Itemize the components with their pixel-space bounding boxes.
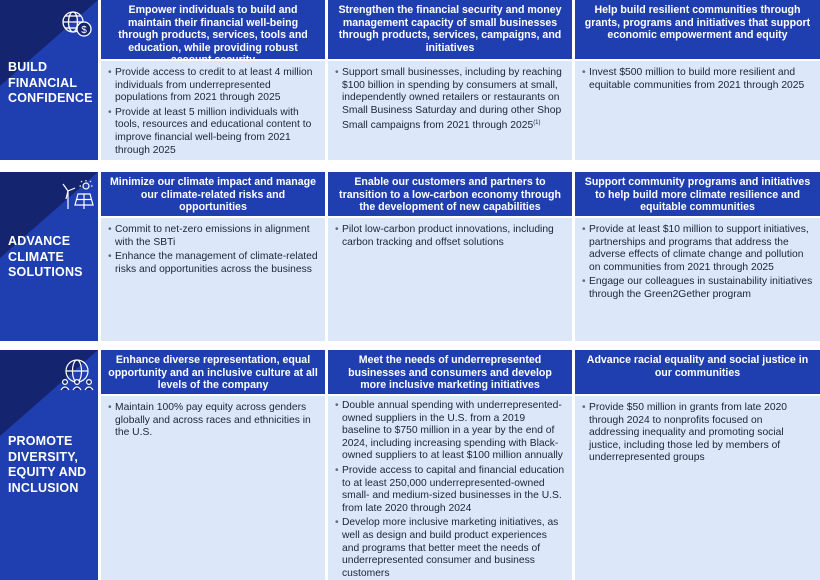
list-item: • Provide access to credit to at least 4 million individuals from underrepresented populations from 2021 through 2025 <box>109 67 319 105</box>
list-item: • Provide at least 5 million individuals with tools, resources and educational content to improve financial well-being from 2021 through 2025 <box>109 107 319 157</box>
column-body <box>328 396 572 580</box>
section-label-panel <box>0 172 98 341</box>
svg-text:$: $ <box>81 25 87 36</box>
column-heading: Enhance diverse representation, equal opportunity and an inclusive culture at all levels of the company <box>101 350 325 394</box>
wind-solar-icon <box>60 179 94 213</box>
column-heading: Support community programs and initiatives to help build more climate resilience and equitable communities <box>575 172 820 216</box>
section-title: PROMOTE DIVERSITY, EQUITY AND INCLUSION <box>8 434 87 495</box>
list-item: • Engage our colleagues in sustainability initiatives through the Green2Gether program <box>583 276 814 301</box>
column-body <box>328 61 572 160</box>
list-item: • Provide $50 million in grants from late 2020 through 2024 to nonprofits focused on addressing inequality and promoting social justice, including those led by members of underrepresented groups <box>583 402 814 465</box>
column-heading: Empower individuals to build and maintain their financial well-being through products, services, tools and education, while providing robust <box>101 0 325 59</box>
column-body <box>575 218 820 341</box>
column-heading: Enable our customers and partners to transition to a low-carbon economy through the development of new capabilities <box>328 172 572 216</box>
column-heading: Help build resilient communities through grants, programs and initiatives that support economic empowerment and equity <box>575 0 820 59</box>
column-heading: Advance racial equality and social justice in our communities <box>575 350 820 394</box>
section-label-panel <box>0 0 98 160</box>
list-item: • Invest $500 million to build more resilient and equitable communities from 2021 through 2025 <box>583 67 814 92</box>
globe-dollar-icon <box>60 7 94 41</box>
list-item: • Develop more inclusive marketing initiatives, as well as design and build product experiences and programs that better meet the needs of underrepresented consumer and business customers <box>336 517 566 580</box>
column-heading: Meet the needs of underrepresented businesses and consumers and develop more inclusive marketing initiatives <box>328 350 572 394</box>
column-body <box>101 61 325 160</box>
column-heading: Strengthen the financial security and money management capacity of small businesses through products, services, campaigns, and initiatives <box>328 0 572 59</box>
list-item: • Provide at least $10 million to support initiatives, partnerships and programs that address the adverse effects of climate change and pollution on communities from 2021 through 2025 <box>583 224 814 274</box>
section-promote-dei <box>0 350 820 580</box>
column-body <box>575 396 820 580</box>
list-item: • Commit to net-zero emissions in alignment with the SBTi <box>109 224 319 249</box>
column-body <box>101 396 325 580</box>
column-body <box>101 218 325 341</box>
list-item: • Pilot low-carbon product innovations, including carbon tracking and offset solutions <box>336 224 566 249</box>
column-heading: Minimize our climate impact and manage our climate-related risks and opportunities <box>101 172 325 216</box>
section-advance-climate-solutions <box>0 172 820 341</box>
list-item: • Maintain 100% pay equity across genders globally and across races and ethnicities in the U.S. <box>109 402 319 440</box>
section-title: ADVANCE CLIMATE SOLUTIONS <box>8 234 83 279</box>
section-build-financial-confidence <box>0 0 820 160</box>
column-body <box>575 61 820 160</box>
list-item: • Double annual spending with underrepresented-owned suppliers in the U.S. from a 2019 baseline to $750 million in a year by the end of 2024, including increasing spending with Black-owned suppliers to at least $100 million annually <box>336 400 566 463</box>
footnote-marker: (1) <box>533 120 541 127</box>
people-network-icon <box>60 357 94 391</box>
section-title: BUILD FINANCIAL CONFIDENCE <box>8 60 93 105</box>
section-label-panel <box>0 350 98 580</box>
list-item: • Provide access to capital and financial education to at least 250,000 underrepresented-owned small- and medium-sized businesses in the U.S. from late 2020 through 2024 <box>336 465 566 515</box>
column-body <box>328 218 572 341</box>
list-item: • Support small businesses, including by reaching $100 billion in spending by consumers at small, independently owned retailers or restaurants on Small Business Saturday and during other Shop Small campaigns from 2021 through 2025$^{(1)}$ <box>336 67 566 133</box>
list-item: • Enhance the management of climate-related risks and opportunities across the business <box>109 251 319 276</box>
